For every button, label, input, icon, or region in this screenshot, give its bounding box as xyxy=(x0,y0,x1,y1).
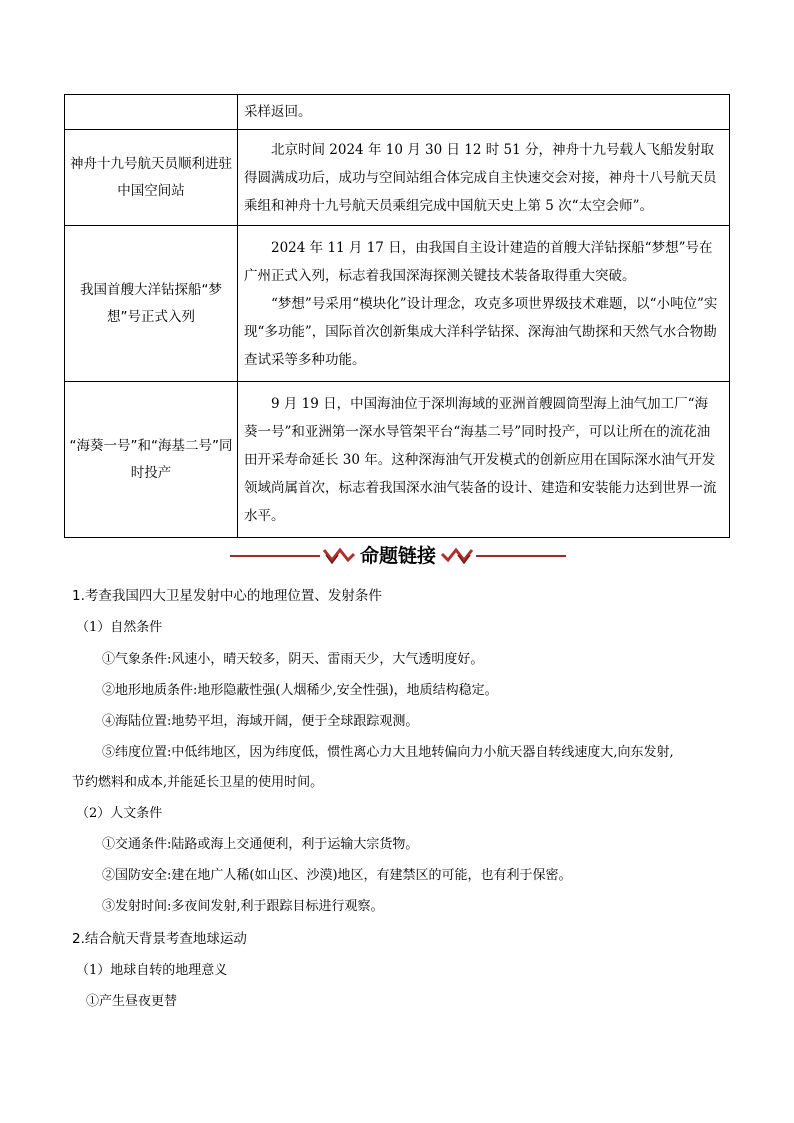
table-row xyxy=(65,226,730,382)
event-title xyxy=(65,95,238,130)
list-item: ②国防安全:建在地广人稀(如山区、沙漠)地区，有建禁区的可能，也有利于保密。 xyxy=(102,868,572,883)
table-row xyxy=(65,382,730,538)
list-item-continued: 节约燃料和成本,并能延长卫星的使用时间。 xyxy=(72,775,324,790)
list-item: ③发射时间:多夜间发射,利于跟踪目标进行观察。 xyxy=(102,899,384,914)
event-paragraph: 北京时间 2024 年 10 月 30 日 12 时 51 分，神舟十九号载人飞船发射取得圆满成功后，成功与空间站组合体完成自主快速交会对接，神舟十八号航天员乘组和神舟十九号航天员乘组完成中国航天史上第 5 次“太空会师”。 xyxy=(244,141,717,214)
event-paragraph: “梦想”号采用“模块化”设计理念，攻克多项世界级技术难题，以“小吨位”实现“多功能”，国际首次创新集成大洋科学钻探、深海油气勘探和天然气水合物勘查试采等多种功能。 xyxy=(244,295,718,368)
event-paragraph: 采样返回。 xyxy=(244,104,312,120)
subheading: （1）自然条件 xyxy=(76,620,163,635)
banner-title: 命题链接 xyxy=(359,545,436,567)
list-item: ①交通条件:陆路或海上交通便利，利于运输大宗货物。 xyxy=(102,837,419,852)
event-paragraph: 2024 年 11 月 17 日，由我国自主设计建造的首艘大洋钻探船“梦想”号在广州正式入列，标志着我国深海探测关键技术装备取得重大突破。 xyxy=(244,239,713,284)
table-row xyxy=(65,130,730,226)
section-heading: 2.结合航天背景考查地球运动 xyxy=(72,931,247,947)
event-title: 神舟十九号航天员顺利进驻中国空间站 xyxy=(65,130,238,226)
event-description xyxy=(238,95,730,130)
event-title: 我国首艘大洋钻探船“梦想”号正式入列 xyxy=(65,226,238,382)
list-item: ④海陆位置:地势平坦，海域开阔，便于全球跟踪观测。 xyxy=(102,714,419,729)
list-item: ①产生昼夜更替 xyxy=(86,994,178,1009)
section-banner xyxy=(230,544,566,568)
event-description xyxy=(238,226,730,382)
subheading: （2）人文条件 xyxy=(76,806,163,821)
table-row xyxy=(65,95,730,130)
list-item: ⑤纬度位置:中低纬地区，因为纬度低，惯性离心力大且地转偏向力小航天器自转线速度大,向东发射, xyxy=(102,745,674,760)
event-paragraph: 9 月 19 日，中国海油位于深圳海域的亚洲首艘圆筒型海上油气加工厂“海葵一号”和亚洲第一深水导管架平台“海基二号”同时投产，可以让所在的流花油田开采寿命延长 30 年。这种深海油气开发模式的创新应用在国际深水油气开发领域尚属首次，标志着我国深水油气装备的设计、建造和安装能力达到世界一流水平。 xyxy=(244,395,717,524)
event-description xyxy=(238,382,730,538)
event-description xyxy=(238,130,730,226)
subheading: （1）地球自转的地理意义 xyxy=(76,963,228,978)
list-item: ①气象条件:风速小，晴天较多，阴天、雷雨天少，大气透明度好。 xyxy=(102,652,484,667)
event-title: “海葵一号”和“海基二号”同时投产 xyxy=(65,382,238,538)
section-heading: 1.考查我国四大卫星发射中心的地理位置、发射条件 xyxy=(72,588,382,604)
events-table xyxy=(64,94,730,538)
list-item: ②地形地质条件:地形隐蔽性强(人烟稀少,安全性强)，地质结构稳定。 xyxy=(102,683,498,698)
